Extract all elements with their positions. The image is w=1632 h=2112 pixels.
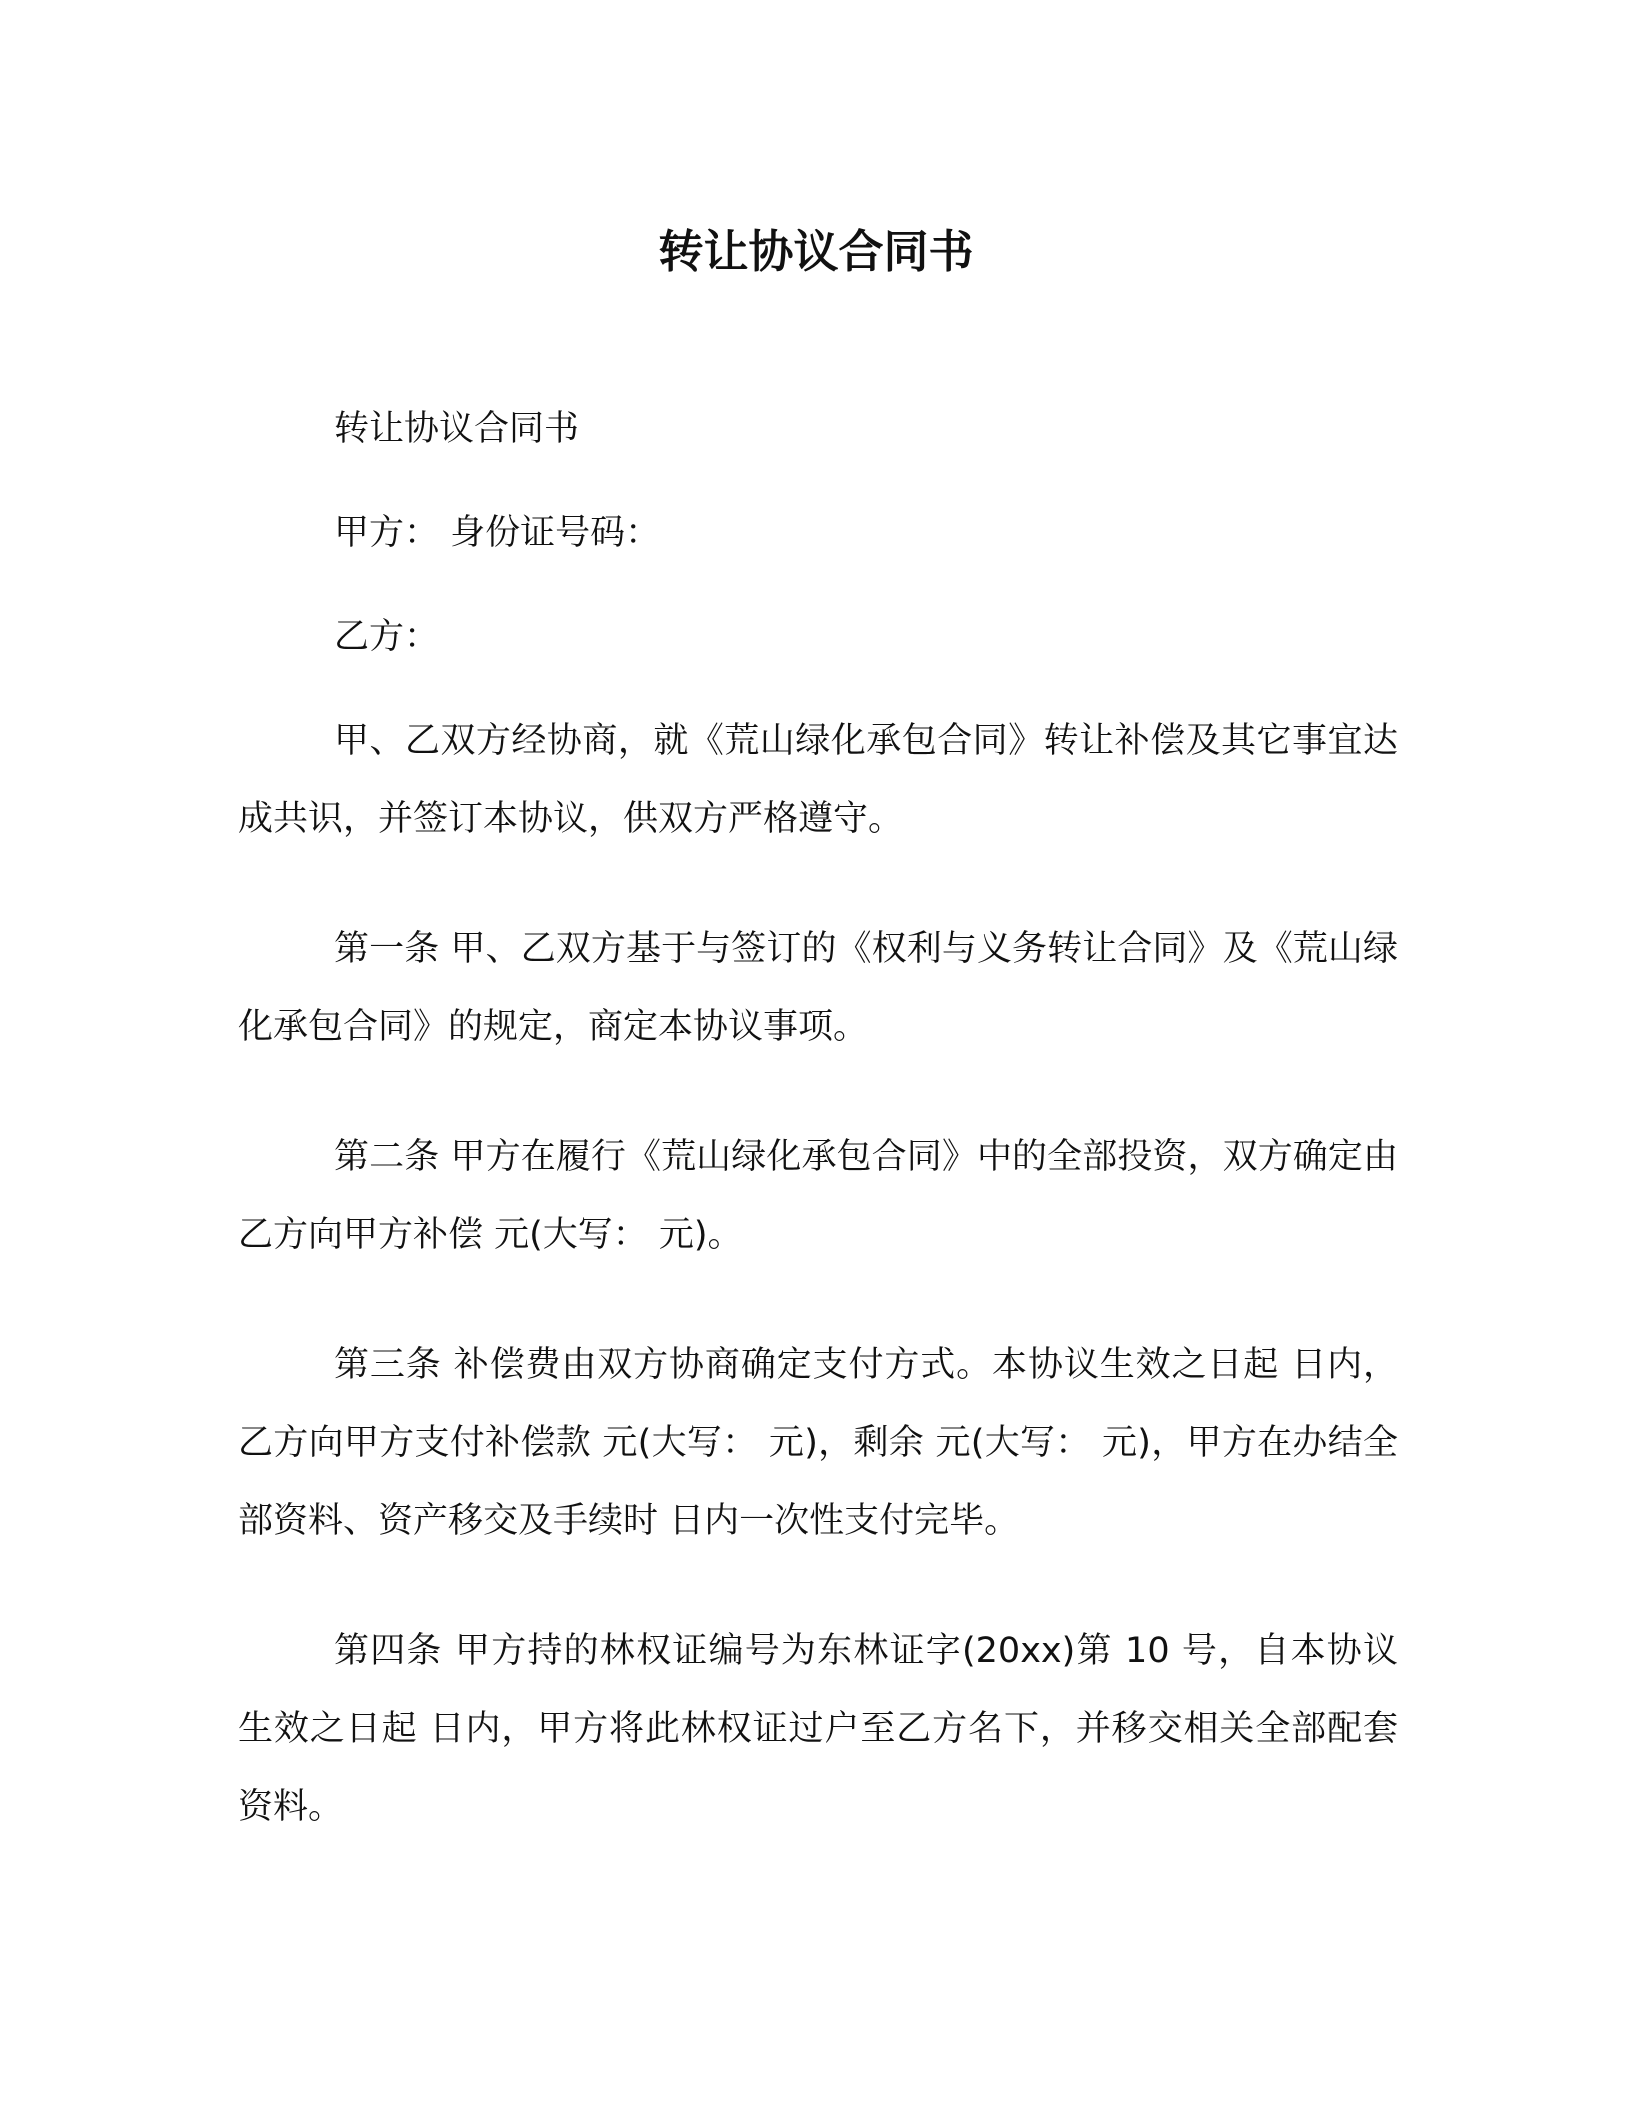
paragraph-article-1: 第一条 甲、乙双方基于与签订的《权利与义务转让合同》及《荒山绿化承包合同》的规定，商定本协议事项。 [238,929,1398,1047]
paragraph-article-2: 第二条 甲方在履行《荒山绿化承包合同》中的全部投资，双方确定由乙方向甲方补偿 元(大写： 元)。 [238,1137,1398,1255]
paragraph-article-3: 第三条 补偿费由双方协商确定支付方式。本协议生效之日起 日内，乙方向甲方支付补偿款 元(大写： 元)，剩余 元(大写： 元)，甲方在办结全部资料、资产移交及手续时 日内一次性支付完毕。 [238,1345,1398,1541]
paragraph-party-a: 甲方： 身份证号码： [334,513,661,553]
paragraph-party-b: 乙方： [334,617,440,657]
paragraph-subtitle: 转让协议合同书 [334,409,580,449]
document-title: 转让协议合同书 [658,225,974,278]
paragraph-preamble: 甲、乙双方经协商，就《荒山绿化承包合同》转让补偿及其它事宜达成共识，并签订本协议，供双方严格遵守。 [238,721,1398,839]
document-body [238,390,1398,1898]
paragraph-article-4: 第四条 甲方持的林权证编号为东林证字(20xx)第 10 号，自本协议生效之日起 日内，甲方将此林权证过户至乙方名下，并移交相关全部配套资料。 [238,1631,1398,1827]
